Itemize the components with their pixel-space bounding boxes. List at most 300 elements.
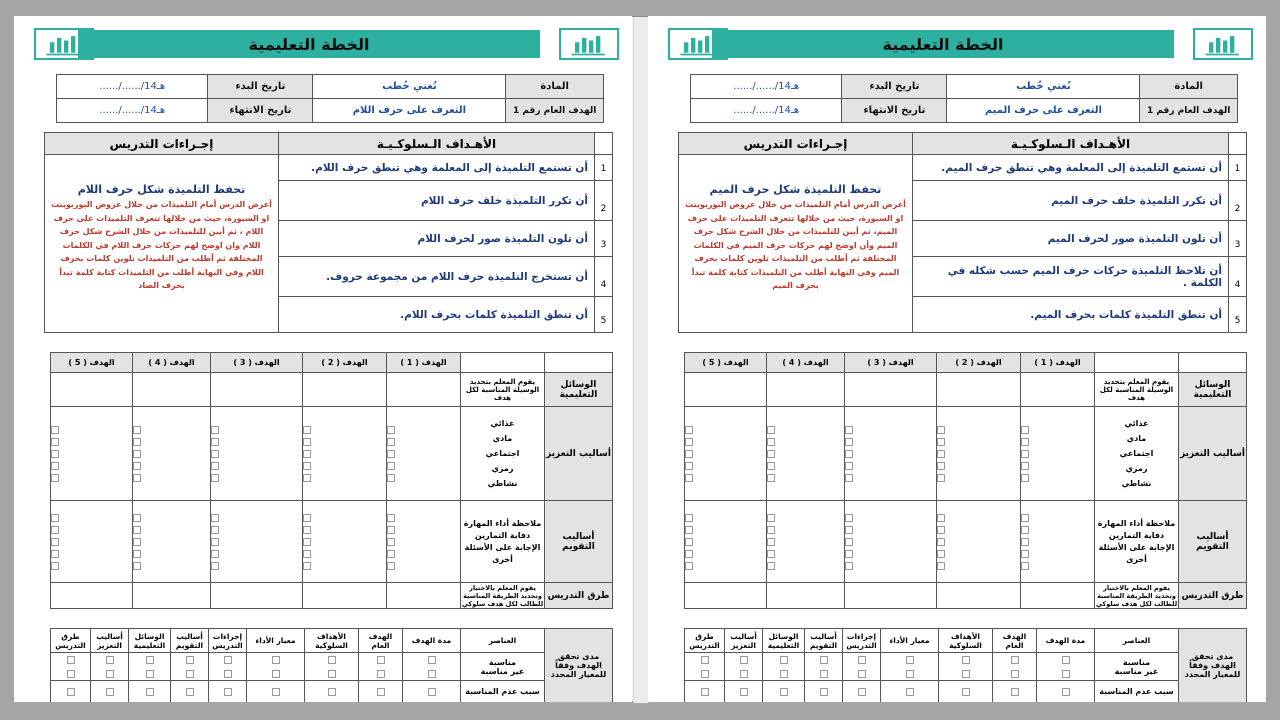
objective-text: أن تستخرج التلميذة حرف اللام من مجموعة حروف.	[279, 257, 595, 297]
element-column-header: أساليب التعزيز	[91, 629, 129, 653]
checkbox[interactable]	[51, 550, 59, 558]
goal-header: الهدف ( 2 )	[303, 353, 387, 373]
checkbox[interactable]	[387, 438, 395, 446]
goal-label: الهدف العام رقم 1	[1140, 99, 1238, 123]
goal-header: الهدف ( 5 )	[51, 353, 133, 373]
start-date-value: ....../....../14هـ	[691, 75, 842, 99]
elements-label: العناصر	[1095, 629, 1179, 653]
objective-text: أن تستمع التلميذة إلى المعلمة وهي تنطق حرف الميم.	[913, 155, 1229, 181]
goal-header: الهدف ( 4 )	[133, 353, 211, 373]
procedure-body: أعرض الدرس أمام التلميذات من خلال عروض البوربوينت او السبورة، حيث من خلالها تتعرف التلميذات على حرف الميم، ثم أبين للتلميذات من خلال الشرح شكل حرف الميم وأن اوضح لهم حركات حرف الميم في الكلمات المختلفة ثم أطلب من التلميذات تلوين كلمات بحرف الميم وفي النهاية أطلب من التلميذات كتابة كلمة تبدأ بحرف الميم	[685, 200, 906, 290]
achievement-cell	[91, 653, 129, 681]
means-description: يقوم المعلم بتحديد الوسيلة المناسبة لكل هدف	[1095, 373, 1179, 407]
checkbox[interactable]	[133, 438, 141, 446]
objective-text: أن تلون التلميذة صور لحرف الميم	[913, 221, 1229, 257]
checkbox[interactable]	[211, 550, 219, 558]
checkbox[interactable]	[303, 550, 311, 558]
checkbox[interactable]	[767, 538, 775, 546]
achievement-cell	[685, 681, 725, 703]
procedure-title: تحفظ التلميذة شكل حرف اللام	[77, 183, 246, 196]
checkbox[interactable]	[51, 538, 59, 546]
checkbox[interactable]	[1021, 438, 1029, 446]
checkbox[interactable]	[51, 426, 59, 434]
element-column-header: الأهداف السلوكية	[939, 629, 993, 653]
eval-items	[1095, 501, 1179, 583]
checkbox[interactable]	[211, 474, 219, 482]
checkbox[interactable]	[133, 462, 141, 470]
methods-cell[interactable]	[937, 583, 1021, 609]
checkbox[interactable]	[767, 550, 775, 558]
option-label: رمزي	[1125, 464, 1148, 473]
checkbox[interactable]	[767, 438, 775, 446]
checkbox[interactable]	[387, 526, 395, 534]
checkbox[interactable]	[906, 688, 914, 696]
checkbox[interactable]	[146, 670, 154, 678]
element-column-header: معيار الأداء	[881, 629, 939, 653]
checkbox[interactable]	[740, 688, 748, 696]
objective-text: أن تلون التلميذة صور لحرف اللام	[279, 221, 595, 257]
checkbox[interactable]	[1021, 562, 1029, 570]
checkbox[interactable]	[146, 688, 154, 696]
checkbox[interactable]	[224, 656, 232, 664]
option-label: مادي	[492, 434, 513, 443]
checkbox[interactable]	[1021, 450, 1029, 458]
checkbox[interactable]	[1021, 514, 1029, 522]
checkbox[interactable]	[51, 438, 59, 446]
procedure-cell	[45, 155, 279, 333]
reason-label: سبب عدم المناسبة	[1095, 681, 1179, 703]
checkbox[interactable]	[303, 562, 311, 570]
checkbox[interactable]	[858, 688, 866, 696]
checkbox[interactable]	[387, 474, 395, 482]
checkbox[interactable]	[740, 670, 748, 678]
checkbox[interactable]	[1021, 550, 1029, 558]
achievement-cell	[51, 681, 91, 703]
checkbox[interactable]	[211, 462, 219, 470]
achievement-cell	[247, 681, 305, 703]
objective-text: أن تكرر التلميذة خلف حرف الميم	[913, 181, 1229, 221]
checkbox[interactable]	[272, 670, 280, 678]
goal-header: الهدف ( 1 )	[1021, 353, 1095, 373]
goal-checkbox-cell	[685, 501, 767, 583]
achievement-cell	[939, 653, 993, 681]
checkbox[interactable]	[303, 438, 311, 446]
checkbox[interactable]	[428, 656, 436, 664]
checkbox[interactable]	[820, 656, 828, 664]
goal-checkbox-cell	[1021, 501, 1095, 583]
checkbox[interactable]	[224, 670, 232, 678]
checkbox[interactable]	[845, 462, 853, 470]
methods-cell[interactable]	[767, 583, 845, 609]
means-cell[interactable]	[211, 373, 303, 407]
checkbox[interactable]	[133, 526, 141, 534]
checkbox[interactable]	[133, 538, 141, 546]
option-label: ملاحظة أداء المهارة	[463, 518, 542, 528]
checkbox[interactable]	[937, 550, 945, 558]
evaluation-grid	[50, 352, 613, 609]
checkbox[interactable]	[767, 426, 775, 434]
page-header	[34, 28, 619, 60]
goal-checkbox-cell	[133, 407, 211, 501]
means-cell[interactable]	[767, 373, 845, 407]
checkbox[interactable]	[937, 450, 945, 458]
checkbox[interactable]	[767, 474, 775, 482]
option-label: رمزي	[491, 464, 514, 473]
objective-number: 5	[595, 297, 613, 333]
checkbox[interactable]	[186, 670, 194, 678]
checkbox[interactable]	[51, 562, 59, 570]
checkbox[interactable]	[387, 450, 395, 458]
objective-text: أن تنطق التلميذة كلمات بحرف الميم.	[913, 297, 1229, 333]
page-title: الخطة التعليمية	[78, 30, 540, 58]
checkbox[interactable]	[767, 462, 775, 470]
checkbox[interactable]	[685, 474, 693, 482]
achievement-cell	[725, 681, 763, 703]
achievement-cell	[843, 653, 881, 681]
element-column-header: مدة الهدف	[403, 629, 461, 653]
goal-checkbox-cell	[845, 501, 937, 583]
checkbox[interactable]	[685, 462, 693, 470]
procedure-cell	[679, 155, 913, 333]
checkbox[interactable]	[1021, 462, 1029, 470]
achievement-cell	[209, 653, 247, 681]
element-column-header: مدة الهدف	[1037, 629, 1095, 653]
checkbox[interactable]	[51, 474, 59, 482]
checkbox[interactable]	[780, 656, 788, 664]
plan-page-lam	[14, 16, 632, 702]
methods-cell[interactable]	[133, 583, 211, 609]
checkbox[interactable]	[387, 514, 395, 522]
checkbox[interactable]	[328, 688, 336, 696]
methods-cell[interactable]	[1021, 583, 1095, 609]
element-column-header: أساليب التقويم	[805, 629, 843, 653]
checkbox[interactable]	[387, 538, 395, 546]
objective-number: 4	[595, 257, 613, 297]
reinforce-items	[1095, 407, 1179, 501]
objective-number: 2	[595, 181, 613, 221]
checkbox[interactable]	[1062, 688, 1070, 696]
elements-label: العناصر	[461, 629, 545, 653]
procedure-body: أعرض الدرس أمام التلميذات من خلال عروض البوربوينت او السبورة، حيث من خلالها تتعرف التلميذات على حرف اللام ، ثم أبين للتلميذات من خلال الشرح شكل حرف اللام وان اوضح لهم حركات حرف اللام في الكلمات المختلفة ثم أطلب من التلميذات تلوين كلمات بحرف اللام وفي النهاية أطلب من التلميذات كتابة كلمة تبدأ بحرف الصاد	[51, 200, 272, 290]
objective-number: 2	[1229, 181, 1247, 221]
checkbox[interactable]	[937, 562, 945, 570]
means-cell[interactable]	[303, 373, 387, 407]
checkbox[interactable]	[146, 656, 154, 664]
element-column-header: الوسائل التعليمية	[129, 629, 171, 653]
checkbox[interactable]	[303, 426, 311, 434]
goal-value: التعرف على حرف اللام	[313, 99, 506, 123]
checkbox[interactable]	[1062, 670, 1070, 678]
option-label: غذائي	[1124, 419, 1149, 428]
page-gutter	[633, 17, 649, 703]
checkbox[interactable]	[211, 438, 219, 446]
start-date-value: ....../....../14هـ	[57, 75, 208, 99]
checkbox[interactable]	[780, 670, 788, 678]
page-header	[668, 28, 1253, 60]
achievement-cell	[305, 653, 359, 681]
checkbox[interactable]	[211, 426, 219, 434]
checkbox[interactable]	[428, 670, 436, 678]
checkbox[interactable]	[845, 438, 853, 446]
goal-checkbox-cell	[387, 501, 461, 583]
checkbox[interactable]	[133, 514, 141, 522]
checkbox[interactable]	[685, 526, 693, 534]
eval-label: أساليب التقويم	[1179, 501, 1247, 583]
goal-checkbox-cell	[937, 501, 1021, 583]
means-cell[interactable]	[845, 373, 937, 407]
means-cell[interactable]	[51, 373, 133, 407]
means-cell[interactable]	[133, 373, 211, 407]
element-column-header: طرق التدريس	[685, 629, 725, 653]
goal-checkbox-cell	[387, 407, 461, 501]
checkbox[interactable]	[133, 426, 141, 434]
checkbox[interactable]	[1021, 538, 1029, 546]
procedures-header: إجـراءات التدريس	[45, 133, 279, 155]
checkbox[interactable]	[701, 670, 709, 678]
checkbox[interactable]	[767, 514, 775, 522]
checkbox[interactable]	[858, 656, 866, 664]
methods-cell[interactable]	[303, 583, 387, 609]
objective-text: أن تستمع التلميذة إلى المعلمة وهي تنطق حرف اللام.	[279, 155, 595, 181]
checkbox[interactable]	[67, 656, 75, 664]
checkbox[interactable]	[303, 526, 311, 534]
methods-cell[interactable]	[845, 583, 937, 609]
checkbox[interactable]	[1011, 670, 1019, 678]
methods-description: يقوم المعلم بالاختيار وتحديد الطريقة المناسبة للطالب لكل هدف سلوكي	[461, 583, 544, 608]
checkbox[interactable]	[133, 474, 141, 482]
checkbox[interactable]	[845, 526, 853, 534]
checkbox[interactable]	[272, 688, 280, 696]
objective-number: 3	[595, 221, 613, 257]
checkbox[interactable]	[767, 450, 775, 458]
achievement-cell	[881, 653, 939, 681]
achievement-side-label: مدى تحقق الهدف وفقاً للمعيار المحدد	[1179, 629, 1247, 703]
reinforce-label: أساليب التعزيز	[1179, 407, 1247, 501]
checkbox[interactable]	[377, 670, 385, 678]
checkbox[interactable]	[685, 450, 693, 458]
checkbox[interactable]	[820, 670, 828, 678]
goal-value: التعرف على حرف الميم	[947, 99, 1140, 123]
checkbox[interactable]	[328, 656, 336, 664]
checkbox[interactable]	[937, 462, 945, 470]
checkbox[interactable]	[906, 656, 914, 664]
option-label: دفاية التمارين	[1108, 530, 1165, 540]
checkbox[interactable]	[387, 426, 395, 434]
checkbox[interactable]	[1021, 474, 1029, 482]
goal-checkbox-cell	[303, 501, 387, 583]
methods-cell[interactable]	[685, 583, 767, 609]
checkbox[interactable]	[1011, 688, 1019, 696]
checkbox[interactable]	[845, 474, 853, 482]
end-date-label: تاريخ الانتهاء	[208, 99, 313, 123]
checkbox[interactable]	[780, 688, 788, 696]
checkbox[interactable]	[685, 514, 693, 522]
checkbox[interactable]	[845, 562, 853, 570]
checkbox[interactable]	[740, 656, 748, 664]
checkbox[interactable]	[106, 656, 114, 664]
means-description: يقوم المعلم بتحديد الوسيلة المناسبة لكل هدف	[461, 373, 545, 407]
objectives-table	[44, 132, 613, 333]
checkbox[interactable]	[937, 526, 945, 534]
checkbox[interactable]	[67, 670, 75, 678]
info-table	[690, 74, 1238, 123]
checkbox[interactable]	[937, 438, 945, 446]
option-label: أخرى	[492, 554, 513, 564]
checkbox[interactable]	[767, 562, 775, 570]
checkbox[interactable]	[937, 474, 945, 482]
checkbox[interactable]	[845, 538, 853, 546]
checkbox[interactable]	[845, 450, 853, 458]
achievement-cell	[171, 681, 209, 703]
checkbox[interactable]	[767, 526, 775, 534]
objective-text: أن تنطق التلميذة كلمات بحرف اللام.	[279, 297, 595, 333]
checkbox[interactable]	[858, 670, 866, 678]
means-cell[interactable]	[387, 373, 461, 407]
checkbox[interactable]	[211, 514, 219, 522]
achievement-cell	[129, 681, 171, 703]
checkbox[interactable]	[133, 562, 141, 570]
checkbox[interactable]	[67, 688, 75, 696]
means-label: الوسائل التعليمية	[545, 373, 613, 407]
checkbox[interactable]	[303, 474, 311, 482]
element-column-header: الأهداف السلوكية	[305, 629, 359, 653]
checkbox[interactable]	[962, 656, 970, 664]
checkbox[interactable]	[906, 670, 914, 678]
checkbox[interactable]	[937, 514, 945, 522]
checkbox[interactable]	[1021, 426, 1029, 434]
objective-number: 5	[1229, 297, 1247, 333]
means-label: الوسائل التعليمية	[1179, 373, 1247, 407]
checkbox[interactable]	[186, 688, 194, 696]
achievement-cell	[171, 653, 209, 681]
checkbox[interactable]	[820, 688, 828, 696]
info-table	[56, 74, 604, 123]
objective-number: 1	[1229, 155, 1247, 181]
checkbox[interactable]	[211, 562, 219, 570]
achievement-cell	[763, 681, 805, 703]
element-column-header: أساليب التعزيز	[725, 629, 763, 653]
means-cell[interactable]	[937, 373, 1021, 407]
achievement-cell	[129, 653, 171, 681]
checkbox[interactable]	[937, 426, 945, 434]
achievement-cell	[247, 653, 305, 681]
objectives-header: الأهـداف الـسلوكـيـة	[913, 133, 1229, 155]
end-date-value: ....../....../14هـ	[691, 99, 842, 123]
checkbox[interactable]	[224, 688, 232, 696]
achievement-cell	[359, 681, 403, 703]
checkbox[interactable]	[937, 538, 945, 546]
goal-header: الهدف ( 3 )	[211, 353, 303, 373]
goal-header: الهدف ( 1 )	[387, 353, 461, 373]
checkbox[interactable]	[211, 538, 219, 546]
goal-header: الهدف ( 2 )	[937, 353, 1021, 373]
objective-text: أن تكرر التلميذة خلف حرف اللام	[279, 181, 595, 221]
checkbox[interactable]	[377, 656, 385, 664]
checkbox[interactable]	[51, 462, 59, 470]
checkbox[interactable]	[133, 450, 141, 458]
checkbox[interactable]	[685, 538, 693, 546]
checkbox[interactable]	[133, 550, 141, 558]
procedure-title: تحفظ التلميذة شكل حرف الميم	[709, 183, 882, 196]
checkbox[interactable]	[377, 688, 385, 696]
checkbox[interactable]	[1011, 656, 1019, 664]
achievement-cell	[305, 681, 359, 703]
option-label: اجتماعي	[485, 449, 520, 458]
checkbox[interactable]	[685, 438, 693, 446]
checkbox[interactable]	[387, 462, 395, 470]
checkbox[interactable]	[51, 526, 59, 534]
checkbox[interactable]	[701, 688, 709, 696]
checkbox[interactable]	[685, 562, 693, 570]
checkbox[interactable]	[845, 426, 853, 434]
subject-label: المادة	[506, 75, 604, 99]
checkbox[interactable]	[186, 656, 194, 664]
goal-checkbox-cell	[767, 407, 845, 501]
suitability-label: مناسبة غير مناسبة	[461, 653, 545, 681]
checkbox[interactable]	[845, 514, 853, 522]
checkbox[interactable]	[51, 450, 59, 458]
checkbox[interactable]	[387, 550, 395, 558]
checkbox[interactable]	[1021, 526, 1029, 534]
checkbox[interactable]	[685, 550, 693, 558]
checkbox[interactable]	[685, 426, 693, 434]
methods-cell[interactable]	[51, 583, 133, 609]
element-column-header: الوسائل التعليمية	[763, 629, 805, 653]
achievement-cell	[763, 653, 805, 681]
checkbox[interactable]	[211, 526, 219, 534]
goal-checkbox-cell	[937, 407, 1021, 501]
checkbox[interactable]	[387, 562, 395, 570]
checkbox[interactable]	[962, 688, 970, 696]
element-column-header: معيار الأداء	[247, 629, 305, 653]
checkbox[interactable]	[428, 688, 436, 696]
checkbox[interactable]	[303, 450, 311, 458]
end-date-value: ....../....../14هـ	[57, 99, 208, 123]
methods-cell[interactable]	[387, 583, 461, 609]
goal-checkbox-cell	[211, 407, 303, 501]
checkbox[interactable]	[51, 514, 59, 522]
means-cell[interactable]	[1021, 373, 1095, 407]
logo-icon	[559, 28, 619, 60]
achievement-cell	[993, 653, 1037, 681]
checkbox[interactable]	[701, 656, 709, 664]
checkbox[interactable]	[328, 670, 336, 678]
checkbox[interactable]	[106, 688, 114, 696]
goal-header: الهدف ( 3 )	[845, 353, 937, 373]
checkbox[interactable]	[1062, 656, 1070, 664]
checkbox[interactable]	[106, 670, 114, 678]
suitability-label: مناسبة غير مناسبة	[1095, 653, 1179, 681]
means-cell[interactable]	[685, 373, 767, 407]
methods-description: يقوم المعلم بالاختيار وتحديد الطريقة المناسبة للطالب لكل هدف سلوكي	[1095, 583, 1178, 608]
option-label: غذائي	[490, 419, 515, 428]
checkbox[interactable]	[303, 538, 311, 546]
methods-cell[interactable]	[211, 583, 303, 609]
checkbox[interactable]	[962, 670, 970, 678]
objective-row	[45, 155, 613, 181]
methods-label: طرق التدريس	[1179, 583, 1247, 609]
checkbox[interactable]	[845, 550, 853, 558]
checkbox[interactable]	[303, 514, 311, 522]
checkbox[interactable]	[303, 462, 311, 470]
goal-checkbox-cell	[211, 501, 303, 583]
procedures-header: إجـراءات التدريس	[679, 133, 913, 155]
goal-checkbox-cell	[51, 501, 133, 583]
achievement-cell	[993, 681, 1037, 703]
checkbox[interactable]	[272, 656, 280, 664]
achievement-cell	[725, 653, 763, 681]
checkbox[interactable]	[211, 450, 219, 458]
